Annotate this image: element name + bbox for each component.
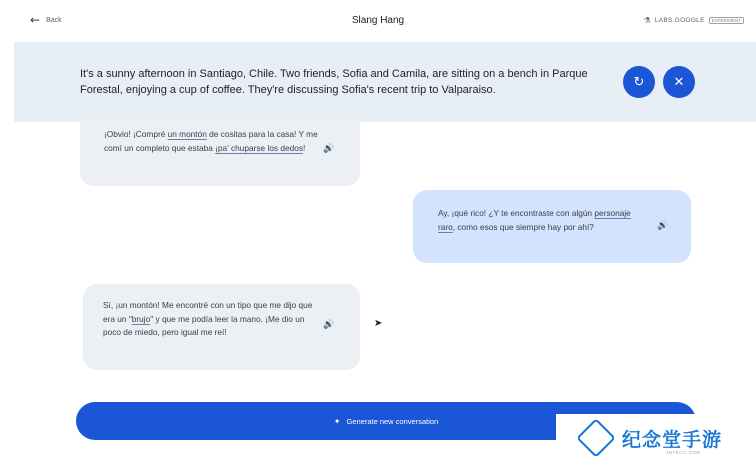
top-bar [0,0,756,42]
watermark-sub: JNTECC.COM [666,450,701,455]
watermark-logo-icon [576,418,616,458]
speaker-icon[interactable]: 🔊 [323,144,335,154]
message-fragment: Ay, ¡qué rico! ¿Y te encontraste con algún [438,208,595,218]
close-icon: ✕ [673,74,685,90]
generate-label: Generate new conversation [346,416,439,426]
flask-icon: ⚗ [643,16,651,25]
arrow-left-icon: ← [30,13,41,27]
slang-term[interactable]: ¡pa' chuparse los dedos [215,142,303,153]
message-fragment: ¡Obvio! ¡Compré [104,129,168,139]
sparkle-icon: ✦ [333,416,341,426]
page-title: Slang Hang [351,15,405,26]
watermark [556,414,756,466]
speaker-icon[interactable]: 🔊 [323,320,335,330]
refresh-button[interactable] [623,66,655,98]
message-fragment: Sí, ¡un montón! Me encontré con un tipo que me dijo que era un " [103,300,313,324]
message-fragment: ! [303,142,306,153]
slang-term[interactable]: brujo [131,313,151,324]
message-bubble [413,190,691,263]
watermark-text: 纪念堂手游 [622,429,723,451]
message-fragment: , como esos que siempre hay por ahí? [452,221,594,232]
message-bubble [83,284,360,370]
message-text [103,299,313,340]
message-bubble [80,116,360,186]
close-button[interactable] [663,66,695,98]
message-fragment: " y que me podía leer la mano. ¡Me dio un poco de miedo, pero igual me reí! [103,313,305,337]
refresh-icon: ↻ [633,74,645,90]
labs-link[interactable] [644,16,744,25]
speaker-icon[interactable]: 🔊 [657,221,669,231]
message-text [438,207,638,234]
scenario-text: It's a sunny afternoon in Santiago, Chile. Two friends, Sofia and Camila, are sitting on a bench in Parque Forestal, enjoying a cup of coffee. They're discussing Sofia's recent trip to Valparaiso. [80,68,588,96]
labs-text: LABS.GOOGLE [654,17,705,24]
scenario-panel [14,42,756,122]
experiment-badge: EXPERIMENT [709,17,744,24]
message-fragment: de cositas para la casa! Y me comí un completo que estaba [104,129,318,153]
slang-term[interactable]: personaje raro [438,208,631,232]
slang-term[interactable]: un montón [167,129,207,139]
mouse-cursor-icon: ➤ [374,318,383,329]
back-label: Back [46,16,62,24]
message-text [104,128,324,155]
